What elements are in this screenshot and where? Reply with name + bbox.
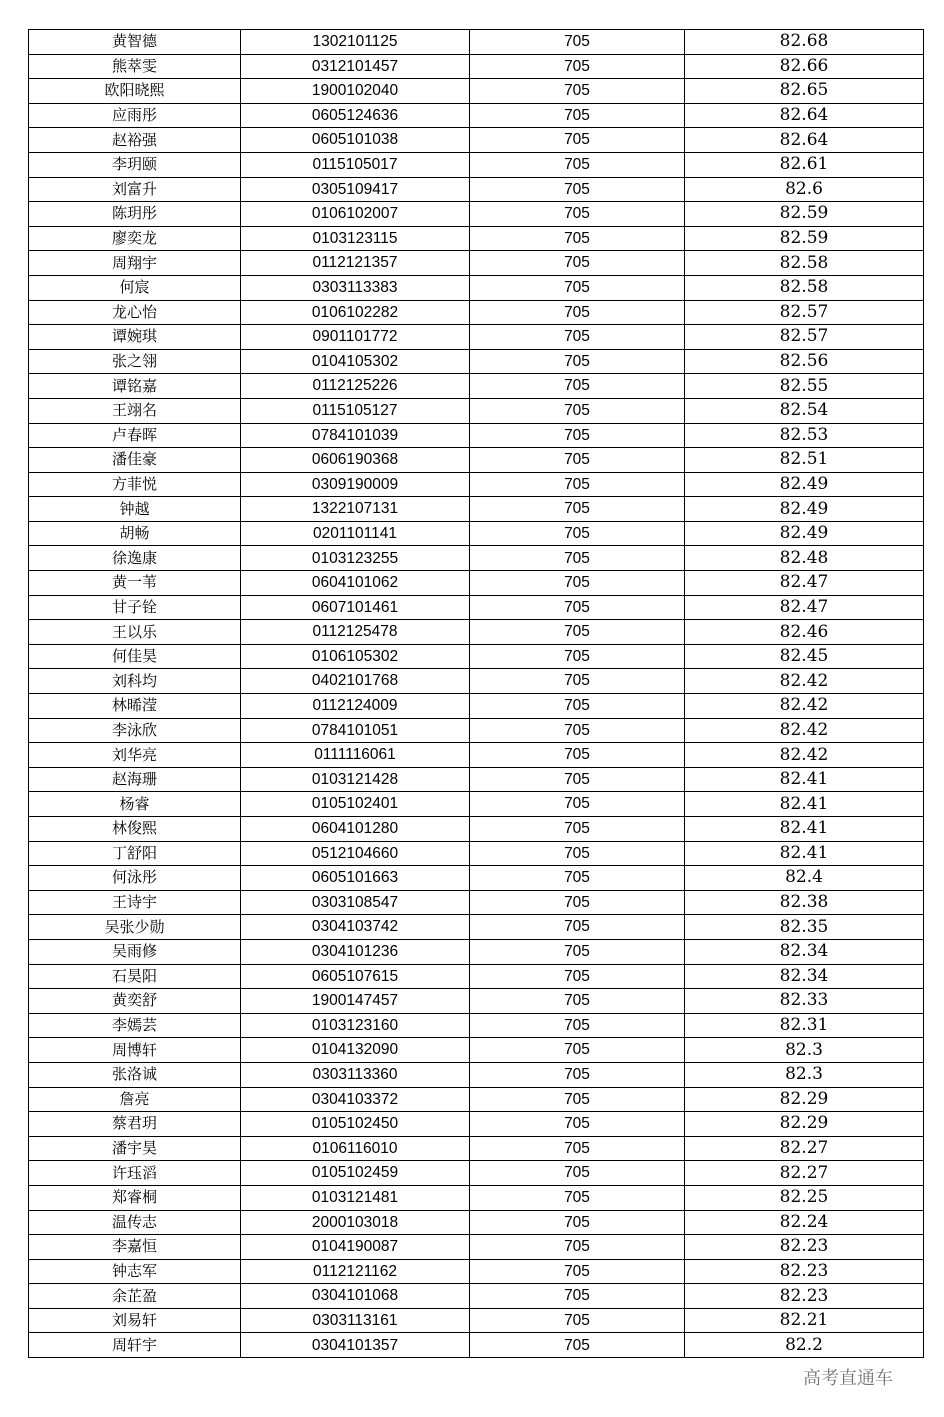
subject-code-cell: 705 bbox=[470, 1210, 685, 1235]
table-row bbox=[29, 1038, 924, 1063]
table-row bbox=[29, 128, 924, 153]
table-row bbox=[29, 767, 924, 792]
score-value-cell: 82.53 bbox=[685, 423, 924, 448]
exam-id-cell: 0512104660 bbox=[241, 841, 470, 866]
score-table-body bbox=[29, 30, 924, 1358]
student-name-cell: 黄奕舒 bbox=[29, 989, 241, 1014]
exam-id-cell: 0303113383 bbox=[241, 275, 470, 300]
table-row bbox=[29, 595, 924, 620]
score-table bbox=[28, 29, 924, 1358]
subject-code-cell: 705 bbox=[470, 374, 685, 399]
subject-code-cell: 705 bbox=[470, 79, 685, 104]
score-value-cell: 82.64 bbox=[685, 103, 924, 128]
exam-id-cell: 0111116061 bbox=[241, 743, 470, 768]
exam-id-cell: 0112121162 bbox=[241, 1259, 470, 1284]
score-value-cell: 82.21 bbox=[685, 1308, 924, 1333]
student-name-cell: 吴雨修 bbox=[29, 939, 241, 964]
exam-id-cell: 0115105127 bbox=[241, 398, 470, 423]
score-value-cell: 82.24 bbox=[685, 1210, 924, 1235]
student-name-cell: 李泳欣 bbox=[29, 718, 241, 743]
subject-code-cell: 705 bbox=[470, 1284, 685, 1309]
subject-code-cell: 705 bbox=[470, 497, 685, 522]
exam-id-cell: 0304101357 bbox=[241, 1333, 470, 1358]
student-name-cell: 潘宇昊 bbox=[29, 1136, 241, 1161]
score-value-cell: 82.2 bbox=[685, 1333, 924, 1358]
score-value-cell: 82.41 bbox=[685, 767, 924, 792]
exam-id-cell: 0103123115 bbox=[241, 226, 470, 251]
score-value-cell: 82.31 bbox=[685, 1013, 924, 1038]
exam-id-cell: 0784101051 bbox=[241, 718, 470, 743]
table-row bbox=[29, 448, 924, 473]
subject-code-cell: 705 bbox=[470, 1161, 685, 1186]
table-row bbox=[29, 694, 924, 719]
exam-id-cell: 0605107615 bbox=[241, 964, 470, 989]
exam-id-cell: 0103121428 bbox=[241, 767, 470, 792]
student-name-cell: 赵裕强 bbox=[29, 128, 241, 153]
subject-code-cell: 705 bbox=[470, 939, 685, 964]
student-name-cell: 石昊阳 bbox=[29, 964, 241, 989]
exam-id-cell: 1302101125 bbox=[241, 30, 470, 55]
student-name-cell: 王以乐 bbox=[29, 620, 241, 645]
student-name-cell: 张洛诚 bbox=[29, 1062, 241, 1087]
score-value-cell: 82.59 bbox=[685, 202, 924, 227]
student-name-cell: 熊萃雯 bbox=[29, 54, 241, 79]
score-value-cell: 82.49 bbox=[685, 497, 924, 522]
student-name-cell: 廖奕龙 bbox=[29, 226, 241, 251]
score-value-cell: 82.41 bbox=[685, 792, 924, 817]
student-name-cell: 钟越 bbox=[29, 497, 241, 522]
table-row bbox=[29, 275, 924, 300]
subject-code-cell: 705 bbox=[470, 300, 685, 325]
table-row bbox=[29, 841, 924, 866]
exam-id-cell: 0103121481 bbox=[241, 1185, 470, 1210]
exam-id-cell: 0604101280 bbox=[241, 817, 470, 842]
table-row bbox=[29, 1210, 924, 1235]
table-row bbox=[29, 1087, 924, 1112]
exam-id-cell: 0106102282 bbox=[241, 300, 470, 325]
subject-code-cell: 705 bbox=[470, 1013, 685, 1038]
student-name-cell: 刘富升 bbox=[29, 177, 241, 202]
student-name-cell: 龙心怡 bbox=[29, 300, 241, 325]
table-row bbox=[29, 1136, 924, 1161]
table-row bbox=[29, 792, 924, 817]
exam-id-cell: 1322107131 bbox=[241, 497, 470, 522]
subject-code-cell: 705 bbox=[470, 841, 685, 866]
student-name-cell: 何宸 bbox=[29, 275, 241, 300]
score-value-cell: 82.6 bbox=[685, 177, 924, 202]
subject-code-cell: 705 bbox=[470, 866, 685, 891]
student-name-cell: 詹亮 bbox=[29, 1087, 241, 1112]
score-value-cell: 82.56 bbox=[685, 349, 924, 374]
exam-id-cell: 0104190087 bbox=[241, 1235, 470, 1260]
table-row bbox=[29, 743, 924, 768]
score-value-cell: 82.29 bbox=[685, 1087, 924, 1112]
exam-id-cell: 0103123160 bbox=[241, 1013, 470, 1038]
subject-code-cell: 705 bbox=[470, 817, 685, 842]
subject-code-cell: 705 bbox=[470, 521, 685, 546]
exam-id-cell: 0112125478 bbox=[241, 620, 470, 645]
student-name-cell: 刘科均 bbox=[29, 669, 241, 694]
subject-code-cell: 705 bbox=[470, 152, 685, 177]
score-value-cell: 82.34 bbox=[685, 939, 924, 964]
score-value-cell: 82.55 bbox=[685, 374, 924, 399]
student-name-cell: 许珏滔 bbox=[29, 1161, 241, 1186]
student-name-cell: 卢春晖 bbox=[29, 423, 241, 448]
score-value-cell: 82.61 bbox=[685, 152, 924, 177]
table-row bbox=[29, 546, 924, 571]
exam-id-cell: 0105102450 bbox=[241, 1112, 470, 1137]
score-value-cell: 82.3 bbox=[685, 1038, 924, 1063]
score-value-cell: 82.41 bbox=[685, 841, 924, 866]
table-row bbox=[29, 915, 924, 940]
score-value-cell: 82.23 bbox=[685, 1235, 924, 1260]
table-row bbox=[29, 1185, 924, 1210]
score-value-cell: 82.25 bbox=[685, 1185, 924, 1210]
score-value-cell: 82.42 bbox=[685, 694, 924, 719]
exam-id-cell: 0112125226 bbox=[241, 374, 470, 399]
exam-id-cell: 0112124009 bbox=[241, 694, 470, 719]
subject-code-cell: 705 bbox=[470, 349, 685, 374]
student-name-cell: 徐逸康 bbox=[29, 546, 241, 571]
subject-code-cell: 705 bbox=[470, 767, 685, 792]
exam-id-cell: 0304101068 bbox=[241, 1284, 470, 1309]
score-value-cell: 82.42 bbox=[685, 718, 924, 743]
exam-id-cell: 0303113161 bbox=[241, 1308, 470, 1333]
subject-code-cell: 705 bbox=[470, 743, 685, 768]
score-value-cell: 82.42 bbox=[685, 743, 924, 768]
student-name-cell: 温传志 bbox=[29, 1210, 241, 1235]
subject-code-cell: 705 bbox=[470, 226, 685, 251]
student-name-cell: 黄一苇 bbox=[29, 571, 241, 596]
score-value-cell: 82.47 bbox=[685, 595, 924, 620]
table-row bbox=[29, 349, 924, 374]
student-name-cell: 黄智德 bbox=[29, 30, 241, 55]
subject-code-cell: 705 bbox=[470, 890, 685, 915]
score-value-cell: 82.58 bbox=[685, 275, 924, 300]
student-name-cell: 张之翎 bbox=[29, 349, 241, 374]
table-row bbox=[29, 497, 924, 522]
student-name-cell: 应雨彤 bbox=[29, 103, 241, 128]
student-name-cell: 李嫣芸 bbox=[29, 1013, 241, 1038]
student-name-cell: 王翊名 bbox=[29, 398, 241, 423]
table-row bbox=[29, 103, 924, 128]
exam-id-cell: 0784101039 bbox=[241, 423, 470, 448]
subject-code-cell: 705 bbox=[470, 915, 685, 940]
table-row bbox=[29, 398, 924, 423]
table-row bbox=[29, 571, 924, 596]
score-value-cell: 82.49 bbox=[685, 521, 924, 546]
student-name-cell: 谭婉琪 bbox=[29, 325, 241, 350]
score-value-cell: 82.3 bbox=[685, 1062, 924, 1087]
subject-code-cell: 705 bbox=[470, 1062, 685, 1087]
table-row bbox=[29, 1013, 924, 1038]
subject-code-cell: 705 bbox=[470, 571, 685, 596]
exam-id-cell: 0112121357 bbox=[241, 251, 470, 276]
table-row bbox=[29, 1308, 924, 1333]
exam-id-cell: 0106105302 bbox=[241, 644, 470, 669]
exam-id-cell: 0303113360 bbox=[241, 1062, 470, 1087]
student-name-cell: 刘易轩 bbox=[29, 1308, 241, 1333]
table-row bbox=[29, 521, 924, 546]
subject-code-cell: 705 bbox=[470, 1112, 685, 1137]
score-value-cell: 82.41 bbox=[685, 817, 924, 842]
exam-id-cell: 0901101772 bbox=[241, 325, 470, 350]
exam-id-cell: 0104132090 bbox=[241, 1038, 470, 1063]
student-name-cell: 李玥颐 bbox=[29, 152, 241, 177]
student-name-cell: 李嘉恒 bbox=[29, 1235, 241, 1260]
table-row bbox=[29, 669, 924, 694]
subject-code-cell: 705 bbox=[470, 1136, 685, 1161]
subject-code-cell: 705 bbox=[470, 1038, 685, 1063]
table-row bbox=[29, 300, 924, 325]
student-name-cell: 周轩宇 bbox=[29, 1333, 241, 1358]
student-name-cell: 甘子铨 bbox=[29, 595, 241, 620]
subject-code-cell: 705 bbox=[470, 275, 685, 300]
exam-id-cell: 0304103372 bbox=[241, 1087, 470, 1112]
student-name-cell: 周翔宇 bbox=[29, 251, 241, 276]
student-name-cell: 潘佳豪 bbox=[29, 448, 241, 473]
subject-code-cell: 705 bbox=[470, 1087, 685, 1112]
table-row bbox=[29, 202, 924, 227]
subject-code-cell: 705 bbox=[470, 1308, 685, 1333]
student-name-cell: 郑睿桐 bbox=[29, 1185, 241, 1210]
table-row bbox=[29, 1161, 924, 1186]
table-row bbox=[29, 79, 924, 104]
subject-code-cell: 705 bbox=[470, 620, 685, 645]
table-row bbox=[29, 423, 924, 448]
exam-id-cell: 1900102040 bbox=[241, 79, 470, 104]
table-row bbox=[29, 989, 924, 1014]
table-row bbox=[29, 1333, 924, 1358]
score-value-cell: 82.23 bbox=[685, 1259, 924, 1284]
subject-code-cell: 705 bbox=[470, 202, 685, 227]
subject-code-cell: 705 bbox=[470, 472, 685, 497]
exam-id-cell: 0106116010 bbox=[241, 1136, 470, 1161]
student-name-cell: 吴张少勋 bbox=[29, 915, 241, 940]
student-name-cell: 周博轩 bbox=[29, 1038, 241, 1063]
exam-id-cell: 0309190009 bbox=[241, 472, 470, 497]
student-name-cell: 刘华亮 bbox=[29, 743, 241, 768]
table-row bbox=[29, 718, 924, 743]
student-name-cell: 钟志军 bbox=[29, 1259, 241, 1284]
score-value-cell: 82.27 bbox=[685, 1136, 924, 1161]
student-name-cell: 欧阳晓熙 bbox=[29, 79, 241, 104]
score-value-cell: 82.34 bbox=[685, 964, 924, 989]
table-row bbox=[29, 620, 924, 645]
table-row bbox=[29, 1235, 924, 1260]
score-value-cell: 82.57 bbox=[685, 325, 924, 350]
table-row bbox=[29, 1112, 924, 1137]
subject-code-cell: 705 bbox=[470, 694, 685, 719]
subject-code-cell: 705 bbox=[470, 989, 685, 1014]
exam-id-cell: 0201101141 bbox=[241, 521, 470, 546]
subject-code-cell: 705 bbox=[470, 1185, 685, 1210]
student-name-cell: 余芷盈 bbox=[29, 1284, 241, 1309]
subject-code-cell: 705 bbox=[470, 1259, 685, 1284]
score-value-cell: 82.38 bbox=[685, 890, 924, 915]
student-name-cell: 杨睿 bbox=[29, 792, 241, 817]
exam-id-cell: 0604101062 bbox=[241, 571, 470, 596]
score-value-cell: 82.33 bbox=[685, 989, 924, 1014]
score-value-cell: 82.65 bbox=[685, 79, 924, 104]
subject-code-cell: 705 bbox=[470, 423, 685, 448]
score-value-cell: 82.35 bbox=[685, 915, 924, 940]
watermark: 高考直通车 bbox=[803, 1368, 893, 1389]
student-name-cell: 蔡君玥 bbox=[29, 1112, 241, 1137]
student-name-cell: 林晞滢 bbox=[29, 694, 241, 719]
subject-code-cell: 705 bbox=[470, 54, 685, 79]
table-row bbox=[29, 890, 924, 915]
subject-code-cell: 705 bbox=[470, 325, 685, 350]
subject-code-cell: 705 bbox=[470, 448, 685, 473]
exam-id-cell: 0105102459 bbox=[241, 1161, 470, 1186]
score-value-cell: 82.47 bbox=[685, 571, 924, 596]
exam-id-cell: 0304103742 bbox=[241, 915, 470, 940]
table-row bbox=[29, 1284, 924, 1309]
student-name-cell: 胡畅 bbox=[29, 521, 241, 546]
score-value-cell: 82.54 bbox=[685, 398, 924, 423]
exam-id-cell: 0605101038 bbox=[241, 128, 470, 153]
exam-id-cell: 0105102401 bbox=[241, 792, 470, 817]
exam-id-cell: 0103123255 bbox=[241, 546, 470, 571]
subject-code-cell: 705 bbox=[470, 1333, 685, 1358]
subject-code-cell: 705 bbox=[470, 30, 685, 55]
student-name-cell: 方菲悦 bbox=[29, 472, 241, 497]
table-row bbox=[29, 374, 924, 399]
score-value-cell: 82.48 bbox=[685, 546, 924, 571]
exam-id-cell: 0115105017 bbox=[241, 152, 470, 177]
table-row bbox=[29, 325, 924, 350]
score-value-cell: 82.68 bbox=[685, 30, 924, 55]
table-row bbox=[29, 251, 924, 276]
table-row bbox=[29, 866, 924, 891]
subject-code-cell: 705 bbox=[470, 669, 685, 694]
exam-id-cell: 0303108547 bbox=[241, 890, 470, 915]
subject-code-cell: 705 bbox=[470, 718, 685, 743]
student-name-cell: 赵海珊 bbox=[29, 767, 241, 792]
exam-id-cell: 0605124636 bbox=[241, 103, 470, 128]
exam-id-cell: 0605101663 bbox=[241, 866, 470, 891]
student-name-cell: 何佳昊 bbox=[29, 644, 241, 669]
subject-code-cell: 705 bbox=[470, 1235, 685, 1260]
score-value-cell: 82.49 bbox=[685, 472, 924, 497]
table-row bbox=[29, 152, 924, 177]
table-row bbox=[29, 817, 924, 842]
exam-id-cell: 0312101457 bbox=[241, 54, 470, 79]
subject-code-cell: 705 bbox=[470, 644, 685, 669]
score-value-cell: 82.46 bbox=[685, 620, 924, 645]
table-row bbox=[29, 54, 924, 79]
student-name-cell: 谭铭嘉 bbox=[29, 374, 241, 399]
table-row bbox=[29, 1259, 924, 1284]
student-name-cell: 王诗宇 bbox=[29, 890, 241, 915]
subject-code-cell: 705 bbox=[470, 595, 685, 620]
score-value-cell: 82.42 bbox=[685, 669, 924, 694]
score-value-cell: 82.57 bbox=[685, 300, 924, 325]
exam-id-cell: 1900147457 bbox=[241, 989, 470, 1014]
score-value-cell: 82.23 bbox=[685, 1284, 924, 1309]
student-name-cell: 丁舒阳 bbox=[29, 841, 241, 866]
exam-id-cell: 0606190368 bbox=[241, 448, 470, 473]
subject-code-cell: 705 bbox=[470, 792, 685, 817]
exam-id-cell: 0106102007 bbox=[241, 202, 470, 227]
student-name-cell: 何泳彤 bbox=[29, 866, 241, 891]
student-name-cell: 林俊熙 bbox=[29, 817, 241, 842]
table-row bbox=[29, 939, 924, 964]
table-row bbox=[29, 644, 924, 669]
exam-id-cell: 0104105302 bbox=[241, 349, 470, 374]
score-value-cell: 82.59 bbox=[685, 226, 924, 251]
exam-id-cell: 2000103018 bbox=[241, 1210, 470, 1235]
score-value-cell: 82.66 bbox=[685, 54, 924, 79]
score-value-cell: 82.51 bbox=[685, 448, 924, 473]
table-row bbox=[29, 472, 924, 497]
score-value-cell: 82.29 bbox=[685, 1112, 924, 1137]
table-row bbox=[29, 964, 924, 989]
table-row bbox=[29, 30, 924, 55]
subject-code-cell: 705 bbox=[470, 964, 685, 989]
table-row bbox=[29, 177, 924, 202]
exam-id-cell: 0304101236 bbox=[241, 939, 470, 964]
score-value-cell: 82.45 bbox=[685, 644, 924, 669]
subject-code-cell: 705 bbox=[470, 177, 685, 202]
subject-code-cell: 705 bbox=[470, 398, 685, 423]
score-value-cell: 82.58 bbox=[685, 251, 924, 276]
score-value-cell: 82.64 bbox=[685, 128, 924, 153]
score-value-cell: 82.4 bbox=[685, 866, 924, 891]
score-value-cell: 82.27 bbox=[685, 1161, 924, 1186]
table-row bbox=[29, 1062, 924, 1087]
subject-code-cell: 705 bbox=[470, 251, 685, 276]
table-row bbox=[29, 226, 924, 251]
subject-code-cell: 705 bbox=[470, 546, 685, 571]
exam-id-cell: 0607101461 bbox=[241, 595, 470, 620]
exam-id-cell: 0402101768 bbox=[241, 669, 470, 694]
subject-code-cell: 705 bbox=[470, 103, 685, 128]
student-name-cell: 陈玥彤 bbox=[29, 202, 241, 227]
subject-code-cell: 705 bbox=[470, 128, 685, 153]
exam-id-cell: 0305109417 bbox=[241, 177, 470, 202]
